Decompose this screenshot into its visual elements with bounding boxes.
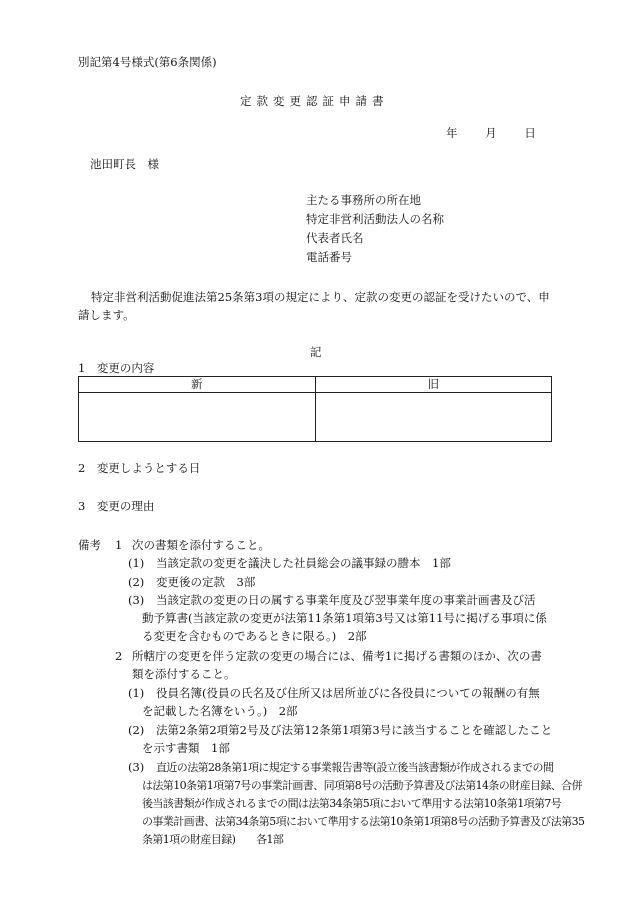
date-day: 日 — [524, 126, 536, 140]
note-item-number: (3) — [128, 593, 145, 607]
note-text: 類を添付すること。 — [132, 667, 236, 681]
note-item-text: を示す書類 1部 — [142, 741, 230, 755]
applicant-field: 代表者氏名 — [306, 231, 364, 245]
body-text: 特定非営利活動促進法第25条第3項の規定により、定款の変更の認証を受けたいので、申 — [91, 290, 550, 304]
note-item-text: 法第2条第2項第2号及び法第12条第1項第3号に該当することを確認したこと — [156, 723, 553, 737]
note-item-text: 後当該書類が作成されるまでの間は法第34条第5項において準用する法第10条第1項第7号 — [142, 797, 562, 810]
change-table — [78, 376, 552, 442]
note-number: 2 — [115, 649, 123, 663]
applicant-field: 電話番号 — [306, 250, 352, 264]
note-item-text: 当該定款の変更の日の属する事業年度及び翌事業年度の事業計画書及び活 — [156, 593, 536, 607]
ki-mark: 記 — [310, 345, 322, 359]
note-item-text: る変更を含むものであるときに限る。) 2部 — [142, 629, 367, 643]
note-item-text: は法第10条第1項第7号の事業計画書、同項第8号の活動予算書及び法第14条の財産目録、合併 — [142, 779, 582, 792]
form-label: 別記第4号様式(第6条関係) — [78, 55, 217, 69]
section-heading: 2 変更しようとする日 — [78, 461, 201, 475]
note-item-text: 変更後の定款 3部 — [156, 575, 256, 589]
new-content-cell — [79, 393, 316, 442]
applicant-field: 特定非営利活動法人の名称 — [306, 212, 444, 226]
note-item-number: (1) — [128, 686, 145, 700]
notes-label: 備考 — [78, 538, 101, 552]
note-item-text: 役員名簿(役員の氏名及び住所又は居所並びに各役員についての報酬の有無 — [156, 686, 540, 700]
column-header-old: 旧 — [315, 377, 552, 393]
note-text: 次の書類を添付すること。 — [132, 538, 270, 552]
recipient: 池田町長 様 — [90, 157, 159, 171]
section-heading: 1 変更の内容 — [78, 361, 155, 375]
date-month: 月 — [485, 126, 497, 140]
note-item-text: 動予算書(当該定款の変更が法第11条第1項第3号又は第11号に掲げる事項に係 — [142, 611, 547, 625]
note-item-text: を記載した名簿をいう。) 2部 — [142, 704, 298, 718]
note-item-number: (2) — [128, 723, 145, 737]
date-line — [446, 127, 536, 141]
note-item-text: 条第1項の財産目録) 各1部 — [142, 833, 284, 846]
applicant-field: 主たる事務所の所在地 — [306, 193, 421, 207]
note-item-number: (2) — [128, 575, 145, 589]
body-text: 請します。 — [78, 308, 135, 322]
column-header-new: 新 — [79, 377, 316, 393]
note-item-number: (1) — [128, 556, 145, 570]
note-item-text: の事業計画書、法第34条第5項において準用する法第10条第1項第8号の活動予算書及び法第35 — [142, 815, 585, 828]
date-year: 年 — [446, 126, 458, 140]
document-title: 定款変更認証申請書 — [240, 94, 389, 108]
note-item-text: 直近の法第28条第1項に規定する事業報告書等(設立後当該書類が作成されるまでの間 — [156, 761, 554, 774]
note-item-number: (3) — [128, 760, 145, 774]
old-content-cell — [315, 393, 552, 442]
section-heading: 3 変更の理由 — [78, 499, 155, 513]
note-item-text: 当該定款の変更を議決した社員総会の議事録の謄本 1部 — [156, 556, 451, 570]
note-text: 所轄庁の変更を伴う定款の変更の場合には、備考1に掲げる書類のほか、次の書 — [132, 649, 542, 663]
note-number: 1 — [115, 538, 123, 552]
